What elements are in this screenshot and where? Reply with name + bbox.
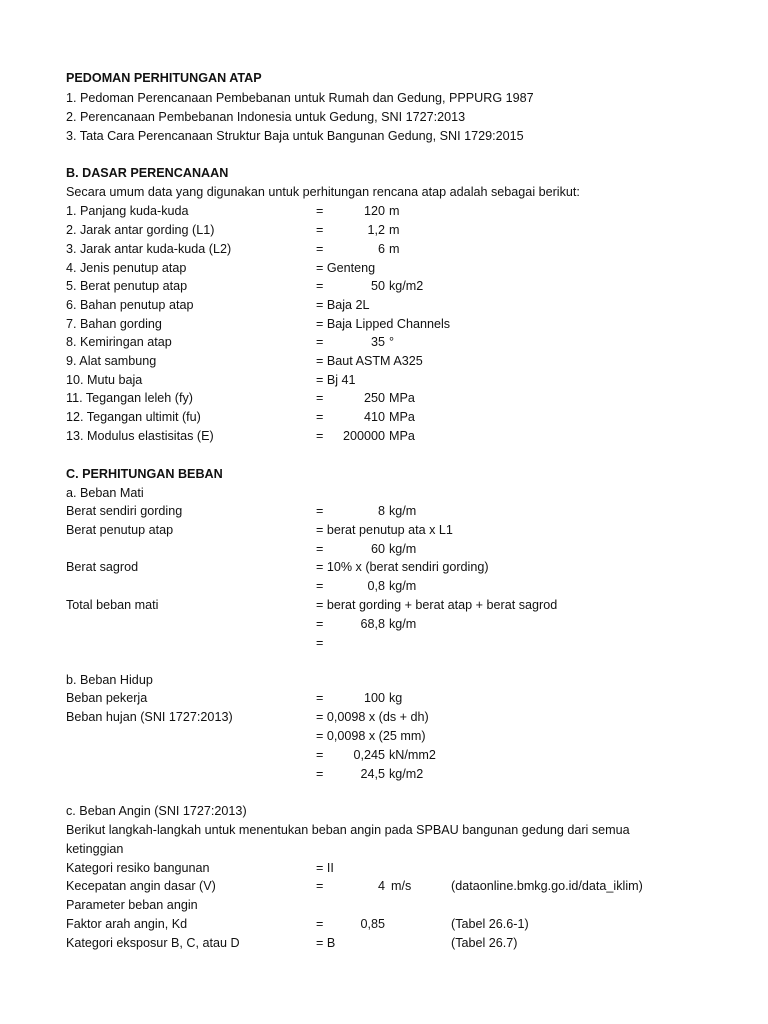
section-intro: Secara umum data yang digunakan untuk perhitungan rencana atap adalah sebagai berikut: bbox=[66, 185, 580, 199]
calc-row: Total beban mati = berat gording + berat atap + berat sagrod bbox=[66, 598, 558, 612]
calc-row: = bbox=[316, 636, 324, 650]
section-title-dasar: B. DASAR PERENCANAAN bbox=[66, 166, 229, 180]
calc-row: Beban hujan (SNI 1727:2013) = 0,0098 x (ds + dh) bbox=[66, 710, 429, 724]
param-row: 13. Modulus elastisitas (E) = 200000 MPa bbox=[66, 429, 415, 443]
calc-row: = 68,8 kg/m bbox=[316, 617, 417, 631]
param-row: 9. Alat sambung = Baut ASTM A325 bbox=[66, 354, 423, 368]
reference-item: 3. Tata Cara Perencanaan Struktur Baja untuk Bangunan Gedung, SNI 1729:2015 bbox=[66, 129, 524, 143]
param-row: 7. Bahan gording = Baja Lipped Channels bbox=[66, 317, 451, 331]
calc-row: Kecepatan angin dasar (V) = 4 m/s (dataonline.bmkg.go.id/data_iklim) bbox=[66, 879, 643, 893]
param-row: 10. Mutu baja = Bj 41 bbox=[66, 373, 356, 387]
calc-row: = 0,245 kN/mm2 bbox=[316, 748, 436, 762]
section-intro: ketinggian bbox=[66, 842, 124, 856]
calc-row: = 0,8 kg/m bbox=[316, 579, 417, 593]
calc-row: Berat sagrod = 10% x (berat sendiri gording) bbox=[66, 560, 489, 574]
section-title-beban: C. PERHITUNGAN BEBAN bbox=[66, 467, 223, 481]
param-row: 4. Jenis penutup atap = Genteng bbox=[66, 261, 376, 275]
calc-row: = 0,0098 x (25 mm) bbox=[316, 729, 426, 743]
param-row: 6. Bahan penutup atap = Baja 2L bbox=[66, 298, 370, 312]
calc-row: = 60 kg/m bbox=[316, 542, 417, 556]
reference-item: 1. Pedoman Perencanaan Pembebanan untuk Rumah dan Gedung, PPPURG 1987 bbox=[66, 91, 534, 105]
param-row: 8. Kemiringan atap = 35 ° bbox=[66, 335, 395, 349]
calc-row: Kategori eksposur B, C, atau D = B (Tabel 26.7) bbox=[66, 936, 518, 950]
subsection-title-angin: c. Beban Angin (SNI 1727:2013) bbox=[66, 804, 247, 818]
document-title: PEDOMAN PERHITUNGAN ATAP bbox=[66, 71, 262, 85]
subsection-title-hidup: b. Beban Hidup bbox=[66, 673, 153, 687]
param-row: 12. Tegangan ultimit (fu) = 410 MPa bbox=[66, 410, 415, 424]
calc-row: Berat sendiri gording = 8 kg/m bbox=[66, 504, 417, 518]
calc-row: Beban pekerja = 100 kg bbox=[66, 691, 403, 705]
param-row: 1. Panjang kuda-kuda = 120 m bbox=[66, 204, 400, 218]
calc-row: Faktor arah angin, Kd = 0,85 (Tabel 26.6-1) bbox=[66, 917, 529, 931]
param-row: 5. Berat penutup atap = 50 kg/m2 bbox=[66, 279, 424, 293]
subsection-title-mati: a. Beban Mati bbox=[66, 486, 144, 500]
section-intro: Berikut langkah-langkah untuk menentukan beban angin pada SPBAU bangunan gedung dari semua bbox=[66, 823, 630, 837]
param-row: 3. Jarak antar kuda-kuda (L2) = 6 m bbox=[66, 242, 400, 256]
calc-row: Berat penutup atap = berat penutup ata x L1 bbox=[66, 523, 453, 537]
param-row: 11. Tegangan leleh (fy) = 250 MPa bbox=[66, 391, 415, 405]
calc-row: = 24,5 kg/m2 bbox=[316, 767, 424, 781]
reference-item: 2. Perencanaan Pembebanan Indonesia untuk Gedung, SNI 1727:2013 bbox=[66, 110, 466, 124]
calc-row: Parameter beban angin bbox=[66, 898, 198, 912]
calc-row: Kategori resiko bangunan = II bbox=[66, 861, 334, 875]
param-row: 2. Jarak antar gording (L1) = 1,2 m bbox=[66, 223, 400, 237]
